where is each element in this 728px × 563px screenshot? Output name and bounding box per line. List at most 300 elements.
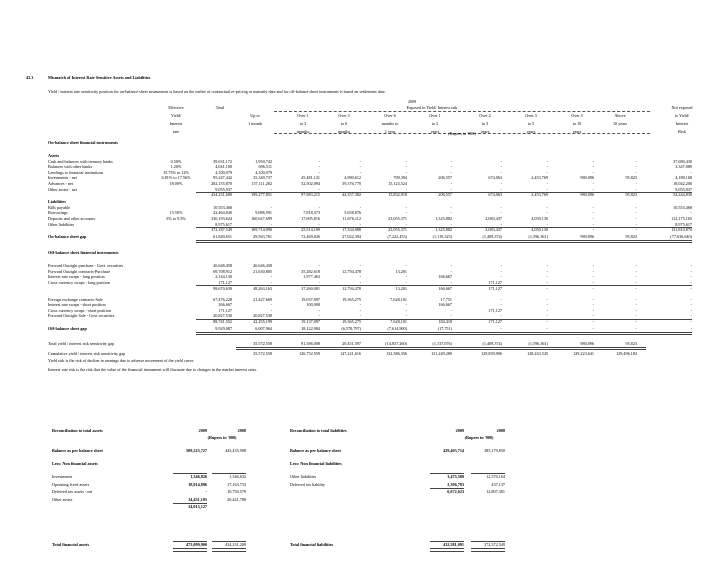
row-cell: - xyxy=(318,204,320,210)
row-rate: 15.75% to 12% xyxy=(163,169,189,175)
total-gap-cell: 980,096 xyxy=(580,341,594,346)
subtotal-cell: 372,187,549 xyxy=(211,227,232,233)
row-cell: 4,180,168 xyxy=(675,175,692,181)
gap-cell: (1,596,361) xyxy=(528,234,548,240)
bucket-header: Above xyxy=(614,113,626,118)
row-cell: - xyxy=(318,221,320,227)
total-top-rule xyxy=(173,541,207,542)
row-cell: 166,667 xyxy=(438,274,452,280)
effective-rate-header: Interest xyxy=(169,121,183,126)
row-cell: 52,502,094 xyxy=(301,181,320,186)
row-cell: - xyxy=(592,268,594,274)
bucket-header: Over 3 xyxy=(525,113,537,118)
units-label: (Rupees in '000) xyxy=(448,131,476,136)
row-cell: 67,476,228 xyxy=(213,296,232,302)
row-cell: - xyxy=(592,263,594,269)
subtotal-cell: - xyxy=(546,319,548,324)
item-value: 1,346,826 xyxy=(190,474,207,479)
gap-double-rule xyxy=(196,240,692,244)
row-cell: - xyxy=(635,169,637,175)
bucket-header: Over 2 xyxy=(479,113,491,118)
row-cell: - xyxy=(405,164,407,170)
gap-cell: - xyxy=(635,326,637,331)
row-cell: - xyxy=(546,268,548,274)
row-cell: 13,201 xyxy=(395,268,407,274)
row-cell: - xyxy=(405,263,407,269)
bucket-header: Over 1 xyxy=(429,113,441,118)
total-financial-value: 434,231,200 xyxy=(225,542,246,547)
not-exposed-header: Risk xyxy=(678,129,686,134)
row-cell: - xyxy=(270,186,272,192)
subtotal-cell: 674,063 xyxy=(488,192,502,198)
row-cell: - xyxy=(405,280,407,285)
reconciliation-year: 2008 xyxy=(237,428,246,433)
subtotal-cell: 17,334,988 xyxy=(342,227,361,233)
total-financial-value: 372,372,549 xyxy=(484,542,505,547)
row-cell: - xyxy=(546,169,548,175)
row-cell: 171,127 xyxy=(218,307,232,313)
row-cell: - xyxy=(690,280,692,285)
group-subheading: Liabilities xyxy=(48,199,66,205)
item-value: 14,431,105 xyxy=(188,496,207,502)
row-cell: - xyxy=(546,210,548,216)
row-cell: 39,376,770 xyxy=(342,181,361,186)
row-cell: - xyxy=(635,164,637,170)
group-subheading: Assets xyxy=(48,153,60,158)
reconciliation-units: (Rupees in '000) xyxy=(207,435,237,440)
bucket-header: years xyxy=(572,129,582,134)
row-cell: - xyxy=(359,169,361,175)
reconciliation-title: Reconciliation to total liabilities xyxy=(290,428,347,433)
row-cell: - xyxy=(318,169,320,175)
cumulative-gap-cell: 129,496,184 xyxy=(616,351,637,356)
total-top-rule xyxy=(471,541,505,542)
bucket-header: to 3 xyxy=(299,121,307,126)
row-cell: - xyxy=(450,186,452,192)
less-label: Less: Non financial liabilities xyxy=(290,461,342,466)
not-exposed-header: Interest xyxy=(675,121,689,126)
row-cell: - xyxy=(635,268,637,274)
row-cell: 4,100,079 xyxy=(215,169,232,175)
row-cell: 709,394 xyxy=(393,175,407,181)
row-cell: 1,950,742 xyxy=(255,158,272,164)
row-cell: - xyxy=(690,268,692,274)
subtotal-value: 34,013,127 xyxy=(188,504,207,509)
cumulative-gap-cell: 35,572,558 xyxy=(253,351,272,356)
row-cell: - xyxy=(500,210,502,216)
row-rate: 18.00% xyxy=(169,181,183,186)
row-cell: - xyxy=(592,274,594,280)
subtotal-cell: 19,137,097 xyxy=(301,319,320,324)
row-label: Forward Outright Sale - Govt securities xyxy=(48,313,115,319)
bucket-header: to 6 xyxy=(340,121,348,126)
row-cell: - xyxy=(270,280,272,285)
row-label: Bills payable xyxy=(48,204,70,210)
row-cell: 330,193,624 xyxy=(211,216,232,221)
subtotal-cell: 97,983,215 xyxy=(301,192,320,198)
row-cell: 8,975,617 xyxy=(215,221,232,227)
row-cell: - xyxy=(450,169,452,175)
subtotal-cell: 25,514,189 xyxy=(301,227,320,233)
row-cell: 8,975,617 xyxy=(675,221,692,227)
row-cell: - xyxy=(405,274,407,280)
gap-cell: 6,007,964 xyxy=(255,326,272,331)
row-cell: - xyxy=(690,302,692,308)
row-cell: 160,627,699 xyxy=(251,216,272,221)
gap-double-rule xyxy=(196,332,692,336)
row-cell: - xyxy=(546,280,548,285)
row-cell: - xyxy=(592,181,594,186)
row-cell: - xyxy=(690,210,692,216)
row-cell: - xyxy=(500,181,502,186)
bucket-header: to 5 xyxy=(527,121,535,126)
row-label: Other liabilities xyxy=(48,221,75,227)
row-cell: - xyxy=(500,274,502,280)
row-cell: 9,086,591 xyxy=(255,210,272,216)
section-heading: On-balance sheet financial instruments xyxy=(48,140,118,145)
row-cell: - xyxy=(592,204,594,210)
cumulative-gap-cell: 129,839,906 xyxy=(481,351,502,356)
total-gap-rule xyxy=(236,347,646,351)
row-cell: - xyxy=(635,302,637,308)
row-cell: - xyxy=(500,221,502,227)
bucket-header: months xyxy=(296,129,310,134)
gap-cell: (77,636,640) xyxy=(670,234,692,240)
row-cell: - xyxy=(500,302,502,308)
row-cell: - xyxy=(592,210,594,216)
reconciliation-year: 2009 xyxy=(455,428,464,433)
row-cell: - xyxy=(690,296,692,302)
subtotal-cell: 206,557 xyxy=(438,192,452,198)
subtotal-cell: 2,083,437 xyxy=(485,227,502,233)
subtotal-cell: 19,365,275 xyxy=(342,319,361,324)
reconciliation-units: (Rupees in '000) xyxy=(464,435,494,440)
bucket-header: years xyxy=(430,129,440,134)
row-cell: - xyxy=(500,313,502,319)
item-label: Deferred tax assets - net xyxy=(52,489,93,494)
row-cell: - xyxy=(450,204,452,210)
row-cell: 21,630,805 xyxy=(253,268,272,274)
subtotal-cell: 54,244,830 xyxy=(673,192,692,198)
row-cell: - xyxy=(359,280,361,285)
row-cell: 157,111,282 xyxy=(251,181,272,186)
row-cell: - xyxy=(500,186,502,192)
balance-value: 385,179,850 xyxy=(484,448,505,453)
gap-cell: 980,096 xyxy=(580,234,594,240)
item-label: Other liabilities xyxy=(290,474,317,479)
gap-cell: 18,122,984 xyxy=(301,326,320,331)
subtotal-cell: 166,667 xyxy=(438,285,452,291)
row-cell: - xyxy=(690,169,692,175)
subtotal-cell: 184,418 xyxy=(438,319,452,324)
row-cell: - xyxy=(450,268,452,274)
row-cell: 166,667 xyxy=(438,302,452,308)
row-cell: - xyxy=(359,302,361,308)
total-gap-cell: 20,451,597 xyxy=(342,341,361,346)
total-top-rule xyxy=(430,541,464,542)
row-cell: - xyxy=(270,302,272,308)
subtotal-cell: 980,096 xyxy=(580,192,594,198)
cumulative-gap-cell: 131,249,280 xyxy=(431,351,452,356)
bucket-header: Up to xyxy=(250,113,260,118)
header-dashed-rule xyxy=(274,111,650,112)
row-cell: 19,037,097 xyxy=(301,296,320,302)
item-value: 1,346,632 xyxy=(229,474,246,479)
row-cell: - xyxy=(318,307,320,313)
total-gap-cell: (1,596,361) xyxy=(528,341,548,346)
row-cell: - xyxy=(450,263,452,269)
row-cell: - xyxy=(500,158,502,164)
row-cell: - xyxy=(405,313,407,319)
total-financial-value: 475,099,900 xyxy=(186,542,207,547)
subtotal-cell: 199,277,851 xyxy=(251,192,272,198)
subtotal-cell: - xyxy=(635,319,637,324)
section-number: 43.3 xyxy=(26,75,34,80)
less-label: Less: Non financial assets xyxy=(52,461,98,466)
gap-cell: 95,823 xyxy=(625,234,637,240)
row-cell: - xyxy=(592,158,594,164)
row-cell: 11,676,112 xyxy=(342,216,361,221)
reconciliation-year: 2009 xyxy=(198,428,207,433)
bucket-header: Over 5 xyxy=(571,113,583,118)
gap-cell: (7,614,900) xyxy=(387,326,407,331)
cumulative-gap-cell: 147,221,616 xyxy=(340,351,361,356)
row-cell: 45,481,121 xyxy=(301,175,320,181)
row-cell: - xyxy=(690,313,692,319)
item-value: 12,370,164 xyxy=(486,474,505,479)
subtotal-cell: 131,810,870 xyxy=(671,227,692,233)
row-cell: - xyxy=(359,204,361,210)
row-cell: - xyxy=(270,221,272,227)
balance-value: 443,435,908 xyxy=(225,448,246,453)
row-cell: 9,055,937 xyxy=(675,186,692,192)
bucket-header: Over 6 xyxy=(384,113,396,118)
row-cell: - xyxy=(635,158,637,164)
bucket-header: 1 year xyxy=(384,129,396,134)
year-header: 2009 xyxy=(407,99,417,104)
row-cell: - xyxy=(405,307,407,313)
row-cell: - xyxy=(592,169,594,175)
row-cell: 3,347,089 xyxy=(675,164,692,170)
row-cell: - xyxy=(359,274,361,280)
row-cell: 26,646,458 xyxy=(213,263,232,269)
row-cell: - xyxy=(270,274,272,280)
subtotal-cell: - xyxy=(546,285,548,291)
row-cell: 39,631,172 xyxy=(213,158,232,164)
bucket-header: to 10 xyxy=(572,121,582,126)
row-cell: 266,667 xyxy=(218,302,232,308)
item-value: 437,137 xyxy=(491,481,505,487)
subtotal-cell: 4,050,130 xyxy=(531,227,548,233)
item-value: 2,396,783 xyxy=(447,481,464,487)
gap-cell: (1,119,325) xyxy=(432,234,452,240)
row-cell: 95,823 xyxy=(625,175,637,181)
reconciliation-year: 2008 xyxy=(496,428,505,433)
subtotal-cell: 7,628,101 xyxy=(390,319,407,324)
subtotal-cell: 434,231,600 xyxy=(211,192,232,198)
bucket-header: to 2 xyxy=(431,121,439,126)
row-label: Interest rate swaps - short position xyxy=(48,302,106,308)
row-label: Forward Outright purchase - Govt. securities xyxy=(48,263,124,269)
subtotal-value: 12,807,301 xyxy=(486,489,505,494)
subtotal-cell: 37,260,081 xyxy=(301,285,320,291)
row-cell: - xyxy=(500,204,502,210)
effective-rate-header: Yield/ xyxy=(170,113,182,118)
subtotal-cell: 171,127 xyxy=(488,319,502,324)
total-gap-cell: 91,586,008 xyxy=(301,341,320,346)
row-cell: - xyxy=(500,164,502,170)
row-label: Forward Outright contracts-Purchase xyxy=(48,268,111,274)
subtotal-cell: 15,832,918 xyxy=(388,192,407,198)
row-label: Borrowings xyxy=(48,210,68,216)
balance-label: Balance as per balance sheet xyxy=(52,448,103,453)
row-cell: 20,827,530 xyxy=(253,313,272,319)
gap-cell: - xyxy=(690,326,692,331)
subtotal-cell: 88,741,552 xyxy=(213,319,232,324)
gap-cell: - xyxy=(592,326,594,331)
row-cell: - xyxy=(635,296,637,302)
subtotal-cell: - xyxy=(592,227,594,233)
subtotal-cell: - xyxy=(635,227,637,233)
row-cell: - xyxy=(405,169,407,175)
gap-cell: - xyxy=(500,326,502,331)
total-double-rule xyxy=(173,548,207,552)
row-cell: - xyxy=(592,296,594,302)
balance-value: 439,403,714 xyxy=(443,448,464,453)
row-cell: 9,055,937 xyxy=(215,186,232,192)
row-cell: - xyxy=(359,263,361,269)
row-cell: - xyxy=(500,296,502,302)
row-cell: 69,708,912 xyxy=(213,268,232,274)
row-label: Balances with other banks xyxy=(48,164,93,170)
row-label: Interest rate swaps - long position xyxy=(48,274,105,280)
row-cell: - xyxy=(635,210,637,216)
row-cell: - xyxy=(405,158,407,164)
row-cell: 171,127 xyxy=(488,307,502,313)
row-cell: - xyxy=(546,313,548,319)
gap-cell: (1,409,374) xyxy=(482,234,502,240)
item-value: 20,441,788 xyxy=(227,496,246,502)
gap-cell: (7,222,453) xyxy=(387,234,407,240)
reconciliation-title: Reconciliation to total assets xyxy=(52,428,103,433)
row-cell: - xyxy=(546,274,548,280)
row-rate: 0.50% xyxy=(170,158,182,164)
row-cell: - xyxy=(450,210,452,216)
gap-label: On-balance sheet gap xyxy=(48,234,87,240)
row-cell: - xyxy=(635,181,637,186)
row-cell: - xyxy=(500,268,502,274)
row-cell: 95,247,442 xyxy=(213,175,232,181)
subtotal-cell: 13,201 xyxy=(395,285,407,291)
row-cell: - xyxy=(359,186,361,192)
cumulative-gap-cell: 132,386,356 xyxy=(386,351,407,356)
row-cell: 35,349,737 xyxy=(253,175,272,181)
gap-cell: 72,469,026 xyxy=(301,234,320,240)
bucket-header: 1 month xyxy=(248,121,262,126)
row-cell: 10,553,468 xyxy=(673,204,692,210)
subtotal-cell: 171,127 xyxy=(488,285,502,291)
item-value: 3,475,580 xyxy=(447,474,464,479)
subtotal-cell: 95,823 xyxy=(625,192,637,198)
bucket-header: Over 1 xyxy=(297,113,309,118)
effective-rate-header: Effective xyxy=(168,105,184,110)
row-cell: - xyxy=(359,221,361,227)
effective-rate-header: rate xyxy=(172,129,180,134)
row-cell: - xyxy=(546,296,548,302)
row-cell: 5,658,876 xyxy=(344,210,361,216)
item-value: - xyxy=(205,489,207,494)
row-cell: - xyxy=(359,307,361,313)
row-cell: - xyxy=(405,204,407,210)
bucket-header: months xyxy=(337,129,351,134)
subtotal-cell: - xyxy=(635,285,637,291)
row-cell: - xyxy=(635,263,637,269)
gap-cell: (6,570,797) xyxy=(341,326,361,331)
row-cell: - xyxy=(635,186,637,192)
row-cell: 2,144,130 xyxy=(215,274,232,280)
bucket-header: Over 3 xyxy=(338,113,350,118)
total-gap-cell: (1,137,076) xyxy=(432,341,452,346)
row-cell: 10,553,468 xyxy=(213,204,232,210)
gap-cell: 61,840,651 xyxy=(213,234,232,240)
exposed-header: Exposed to Yield/ Interest risk xyxy=(406,105,458,110)
row-cell: - xyxy=(546,307,548,313)
item-value: 17,163,733 xyxy=(227,481,246,487)
row-cell: - xyxy=(450,313,452,319)
row-cell: - xyxy=(450,280,452,285)
row-cell: 2,453,769 xyxy=(531,175,548,181)
total-financial-value: 432,581,091 xyxy=(443,542,464,547)
interest-risk-note: Interest rate risk is the risk that the value of the financial instrument will fluctuate due to changes in the market interest rates. xyxy=(48,366,258,372)
total-financial-label: Total financial assets xyxy=(52,542,90,547)
subtotal-cell: 12,794,478 xyxy=(342,285,361,291)
subtotal-cell: 23,055,371 xyxy=(388,227,407,233)
row-cell: - xyxy=(405,210,407,216)
row-cell: - xyxy=(318,263,320,269)
gap-cell: 29,563,761 xyxy=(253,234,272,240)
subtotal-cell: 169,714,090 xyxy=(251,227,272,233)
balance-value: 509,223,727 xyxy=(186,448,207,453)
row-cell: 7,628,101 xyxy=(390,296,407,302)
gap-label: Off-balance sheet gap xyxy=(48,326,87,331)
total-gap-label: Total yield / interest risk sensitivity gap xyxy=(48,341,115,346)
row-cell: - xyxy=(359,164,361,170)
row-cell: 171,127 xyxy=(218,280,232,285)
row-label: Foreign exchange contracts-Sale xyxy=(48,296,103,302)
row-label: Cross currency swaps - long position xyxy=(48,280,110,285)
row-cell: 100,000 xyxy=(306,302,320,308)
section-title: Mismatch of Interest Rate Sensitive Assets and Liabilities xyxy=(48,75,151,80)
bucket-header: months to xyxy=(381,121,399,126)
row-cell: - xyxy=(592,164,594,170)
row-cell: 7,818,373 xyxy=(303,210,320,216)
row-cell: - xyxy=(270,204,272,210)
subtotal-cell: - xyxy=(592,285,594,291)
row-cell: 17,751 xyxy=(440,296,452,302)
row-cell: 1,325,882 xyxy=(435,216,452,221)
row-cell: 17,695,816 xyxy=(301,216,320,221)
item-label: Operating fixed assets xyxy=(52,481,90,487)
row-cell: - xyxy=(635,274,637,280)
row-cell: 21,427,669 xyxy=(253,296,272,302)
cumulative-gap-cell: 126,752,559 xyxy=(299,351,320,356)
subtotal-cell: 44,357,382 xyxy=(342,192,361,198)
total-financial-label: Total financial liabilities xyxy=(290,542,334,547)
row-cell: - xyxy=(592,221,594,227)
row-cell: 37,680,430 xyxy=(673,158,692,164)
row-cell: - xyxy=(546,186,548,192)
total-gap-cell: 95,823 xyxy=(625,341,637,346)
